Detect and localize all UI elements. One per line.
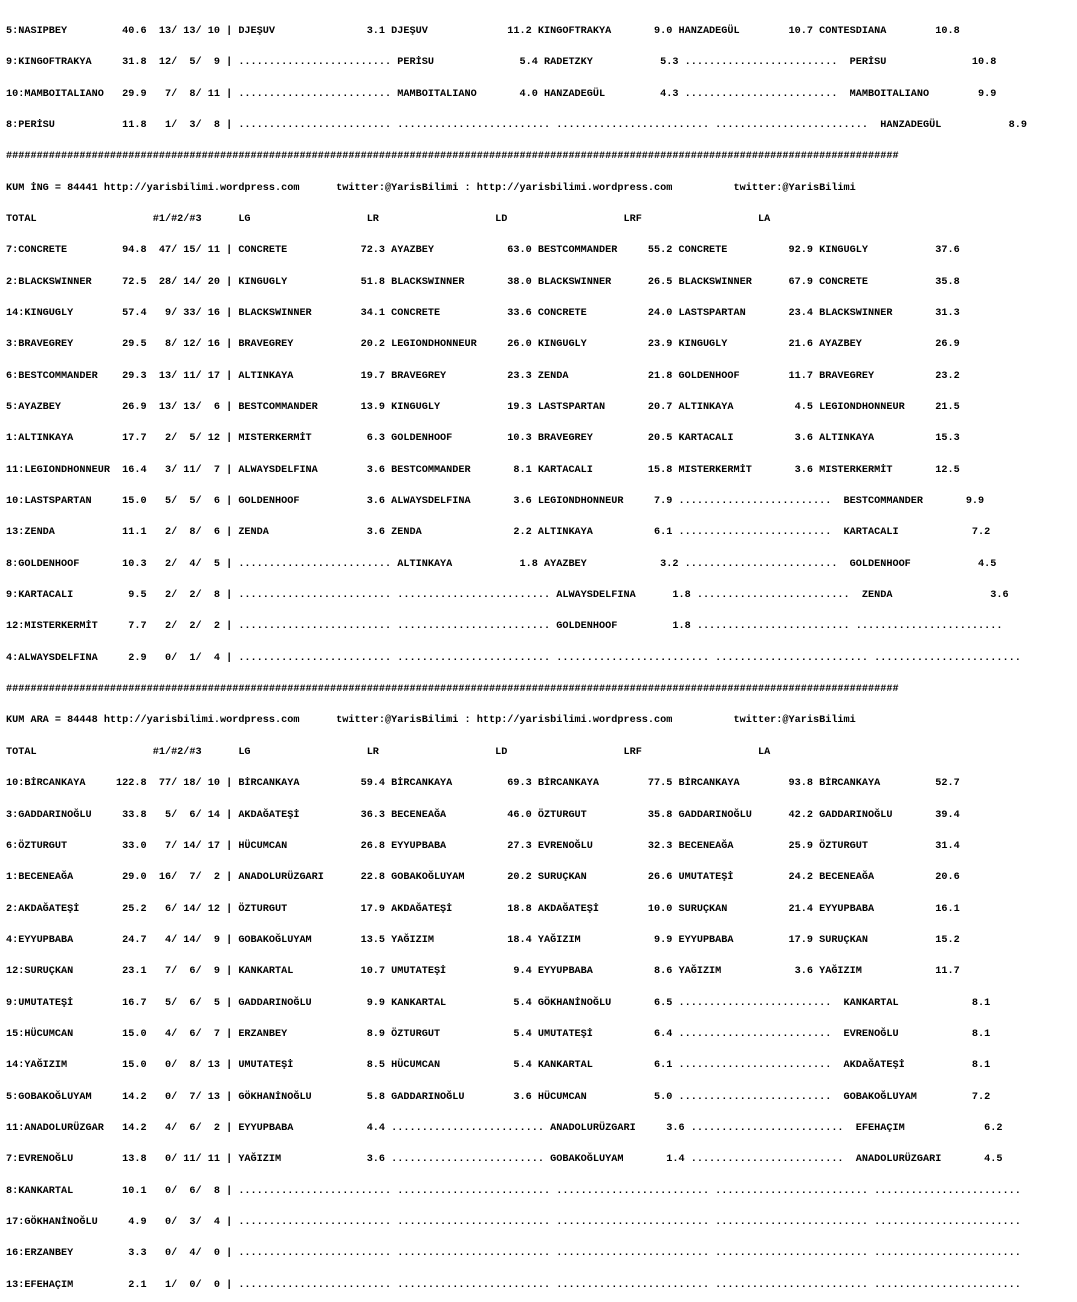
race-header-kum-ing: KUM İNG = 84441 http://yarisbilimi.wordpress.com twitter:@YarisBilimi : http://yarisbilimi.wordpress.com twitter:@YarisBilimi (6, 182, 856, 194)
row-yagizim: 14:YAĞIZIM 15.0 0/ 8/ 13 | UMUTATEŞİ 8.5 HÜCUMCAN 5.4 KANKARTAL 6.1 ......................... AKDAĞATEŞİ 8.1 (6, 1060, 991, 1072)
column-header-row: TOTAL #1/#2/#3 LG LR LD LRF LA (6, 746, 771, 758)
row-anadoluruzgar: 11:ANADOLURÜZGAR 14.2 4/ 6/ 2 | EYYUPBABA 4.4 ......................... ANADOLURÜZGARI 3.6 ......................... EFEHAÇIM 6.2 (6, 1122, 1003, 1134)
row-akdagatesi: 2:AKDAĞATEŞİ 25.2 6/ 14/ 12 | ÖZTURGUT 17.9 AKDAĞATEŞİ 18.8 AKDAĞATEŞİ 10.0 SURUÇKAN 21.4 EYYUPBABA 16.1 (6, 903, 960, 915)
row-ayazbey: 5:AYAZBEY 26.9 13/ 13/ 6 | BESTCOMMANDER 13.9 KINGUGLY 19.3 LASTSPARTAN 20.7 ALTINKAYA 4.5 LEGIONDHONNEUR 21.5 (6, 402, 960, 414)
row-kingoftrakya: 9:KINGOFTRAKYA 31.8 12/ 5/ 9 | ......................... PERİSU 5.4 RADETZKY 5.3 ......................... PERİSU 10.8 (6, 57, 997, 69)
row-lastspartan: 10:LASTSPARTAN 15.0 5/ 5/ 6 | GOLDENHOOF 3.6 ALWAYSDELFINA 3.6 LEGIONDHONNEUR 7.9 ......................... BESTCOMMANDER 9.9 (6, 496, 985, 508)
row-zenda: 13:ZENDA 11.1 2/ 8/ 6 | ZENDA 3.6 ZENDA 2.2 ALTINKAYA 6.1 ......................... KARTACALI 7.2 (6, 527, 991, 539)
row-evrenoglu: 7:EVRENOĞLU 13.8 0/ 11/ 11 | YAĞIZIM 3.6 ......................... GOBAKOĞLUYAM 1.4 ......................... ANADOLURÜZGARI 4.5 (6, 1154, 1003, 1166)
row-umutatesi: 9:UMUTATEŞİ 16.7 5/ 6/ 5 | GADDARINOĞLU 9.9 KANKARTAL 5.4 GÖKHANİNOĞLU 6.5 ......................... KANKARTAL 8.1 (6, 997, 991, 1009)
column-header-row: TOTAL #1/#2/#3 LG LR LD LRF LA (6, 213, 771, 225)
row-hucumcan: 15:HÜCUMCAN 15.0 4/ 6/ 7 | ERZANBEY 8.9 ÖZTURGUT 5.4 UMUTATEŞİ 6.4 ......................... EVRENOĞLU 8.1 (6, 1028, 991, 1040)
row-efehacim: 13:EFEHAÇIM 2.1 1/ 0/ 0 | ......................... ......................... ......................... ......................... ........................ (6, 1279, 1021, 1291)
row-gaddarinoglu: 3:GADDARINOĞLU 33.8 5/ 6/ 14 | AKDAĞATEŞİ 36.3 BECENEAĞA 46.0 ÖZTURGUT 35.8 GADDARINOĞLU 42.2 GADDARINOĞLU 39.4 (6, 809, 960, 821)
row-perisu: 8:PERİSU 11.8 1/ 3/ 8 | ......................... ......................... ......................... ......................... HANZADEGÜL 8.9 (6, 119, 1027, 131)
separator-line: ################################################################################################################################################## (6, 151, 899, 163)
row-bircankaya: 10:BİRCANKAYA 122.8 77/ 18/ 10 | BİRCANKAYA 59.4 BİRCANKAYA 69.3 BİRCANKAYA 77.5 BİRCANKAYA 93.8 BİRCANKAYA 52.7 (6, 778, 960, 790)
separator-line: ################################################################################################################################################## (6, 684, 899, 696)
row-gokhaninoglu: 17:GÖKHANİNOĞLU 4.9 0/ 3/ 4 | ......................... ......................... ......................... ......................... ........................ (6, 1216, 1021, 1228)
row-beceneaga: 1:BECENEAĞA 29.0 16/ 7/ 2 | ANADOLURÜZGARI 22.8 GOBAKOĞLUYAM 20.2 SURUÇKAN 26.6 UMUTATEŞİ 24.2 BECENEAĞA 20.6 (6, 872, 960, 884)
race-statistics-text (6, 6, 1075, 1291)
row-nasipbey: 5:NASIPBEY 40.6 13/ 13/ 10 | DJEŞUV 3.1 DJEŞUV 11.2 KINGOFTRAKYA 9.0 HANZADEGÜL 10.7 CONTESDIANA 10.8 (6, 25, 960, 37)
row-concrete: 7:CONCRETE 94.8 47/ 15/ 11 | CONCRETE 72.3 AYAZBEY 63.0 BESTCOMMANDER 55.2 CONCRETE 92.9 KINGUGLY 37.6 (6, 245, 960, 257)
row-kartacali: 9:KARTACALI 9.5 2/ 2/ 8 | ......................... ......................... ALWAYSDELFINA 1.8 ......................... ZENDA 3.6 (6, 590, 1009, 602)
row-altinkaya: 1:ALTINKAYA 17.7 2/ 5/ 12 | MISTERKERMİT 6.3 GOLDENHOOF 10.3 BRAVEGREY 20.5 KARTACALI 3.6 ALTINKAYA 15.3 (6, 433, 960, 445)
row-bestcommander: 6:BESTCOMMANDER 29.3 13/ 11/ 17 | ALTINKAYA 19.7 BRAVEGREY 23.3 ZENDA 21.8 GOLDENHOOF 11.7 BRAVEGREY 23.2 (6, 370, 960, 382)
row-surucKan: 12:SURUÇKAN 23.1 7/ 6/ 9 | KANKARTAL 10.7 UMUTATEŞİ 9.4 EYYUPBABA 8.6 YAĞIZIM 3.6 YAĞIZIM 11.7 (6, 966, 960, 978)
row-kingugly: 14:KINGUGLY 57.4 9/ 33/ 16 | BLACKSWINNER 34.1 CONCRETE 33.6 CONCRETE 24.0 LASTSPARTAN 23.4 BLACKSWINNER 31.3 (6, 308, 960, 319)
row-mamboitaliano: 10:MAMBOITALIANO 29.9 7/ 8/ 11 | ......................... MAMBOITALIANO 4.0 HANZADEGÜL 4.3 ......................... MAMBOITALIANO 9.9 (6, 88, 997, 100)
row-erzanbey: 16:ERZANBEY 3.3 0/ 4/ 0 | ......................... ......................... ......................... ......................... ........................ (6, 1248, 1021, 1260)
race-header-kum-ara: KUM ARA = 84448 http://yarisbilimi.wordpress.com twitter:@YarisBilimi : http://yarisbilimi.wordpress.com twitter:@YarisBilimi (6, 715, 856, 727)
row-misterkermit: 12:MISTERKERMİT 7.7 2/ 2/ 2 | ......................... ......................... GOLDENHOOF 1.8 ......................... ........................ (6, 621, 1003, 633)
row-eyyupbaba: 4:EYYUPBABA 24.7 4/ 14/ 9 | GOBAKOĞLUYAM 13.5 YAĞIZIM 18.4 YAĞIZIM 9.9 EYYUPBABA 17.9 SURUÇKAN 15.2 (6, 934, 960, 946)
row-goldenhoof: 8:GOLDENHOOF 10.3 2/ 4/ 5 | ......................... ALTINKAYA 1.8 AYAZBEY 3.2 ......................... GOLDENHOOF 4.5 (6, 558, 997, 570)
row-kankartal: 8:KANKARTAL 10.1 0/ 6/ 8 | ......................... ......................... ......................... ......................... ........................ (6, 1185, 1021, 1197)
row-legiondhonneur: 11:LEGIONDHONNEUR 16.4 3/ 11/ 7 | ALWAYSDELFINA 3.6 BESTCOMMANDER 8.1 KARTACALI 15.8 MISTERKERMİT 3.6 MISTERKERMİT 12.5 (6, 464, 960, 476)
row-gobakogluyam: 5:GOBAKOĞLUYAM 14.2 0/ 7/ 13 | GÖKHANİNOĞLU 5.8 GADDARINOĞLU 3.6 HÜCUMCAN 5.0 ......................... GOBAKOĞLUYAM 7.2 (6, 1091, 991, 1103)
row-blackswinner: 2:BLACKSWINNER 72.5 28/ 14/ 20 | KINGUGLY 51.8 BLACKSWINNER 38.0 BLACKSWINNER 26.5 BLACKSWINNER 67.9 CONCRETE 35.8 (6, 276, 960, 288)
row-ozturgut: 6:ÖZTURGUT 33.0 7/ 14/ 17 | HÜCUMCAN 26.8 EYYUPBABA 27.3 EVRENOĞLU 32.3 BECENEAĞA 25.9 ÖZTURGUT 31.4 (6, 840, 960, 852)
row-bravegrey: 3:BRAVEGREY 29.5 8/ 12/ 16 | BRAVEGREY 20.2 LEGIONDHONNEUR 26.0 KINGUGLY 23.9 KINGUGLY 21.6 AYAZBEY 26.9 (6, 339, 960, 351)
row-alwaysdelfina: 4:ALWAYSDELFINA 2.9 0/ 1/ 4 | ......................... ......................... ......................... ......................... ........................ (6, 652, 1021, 664)
